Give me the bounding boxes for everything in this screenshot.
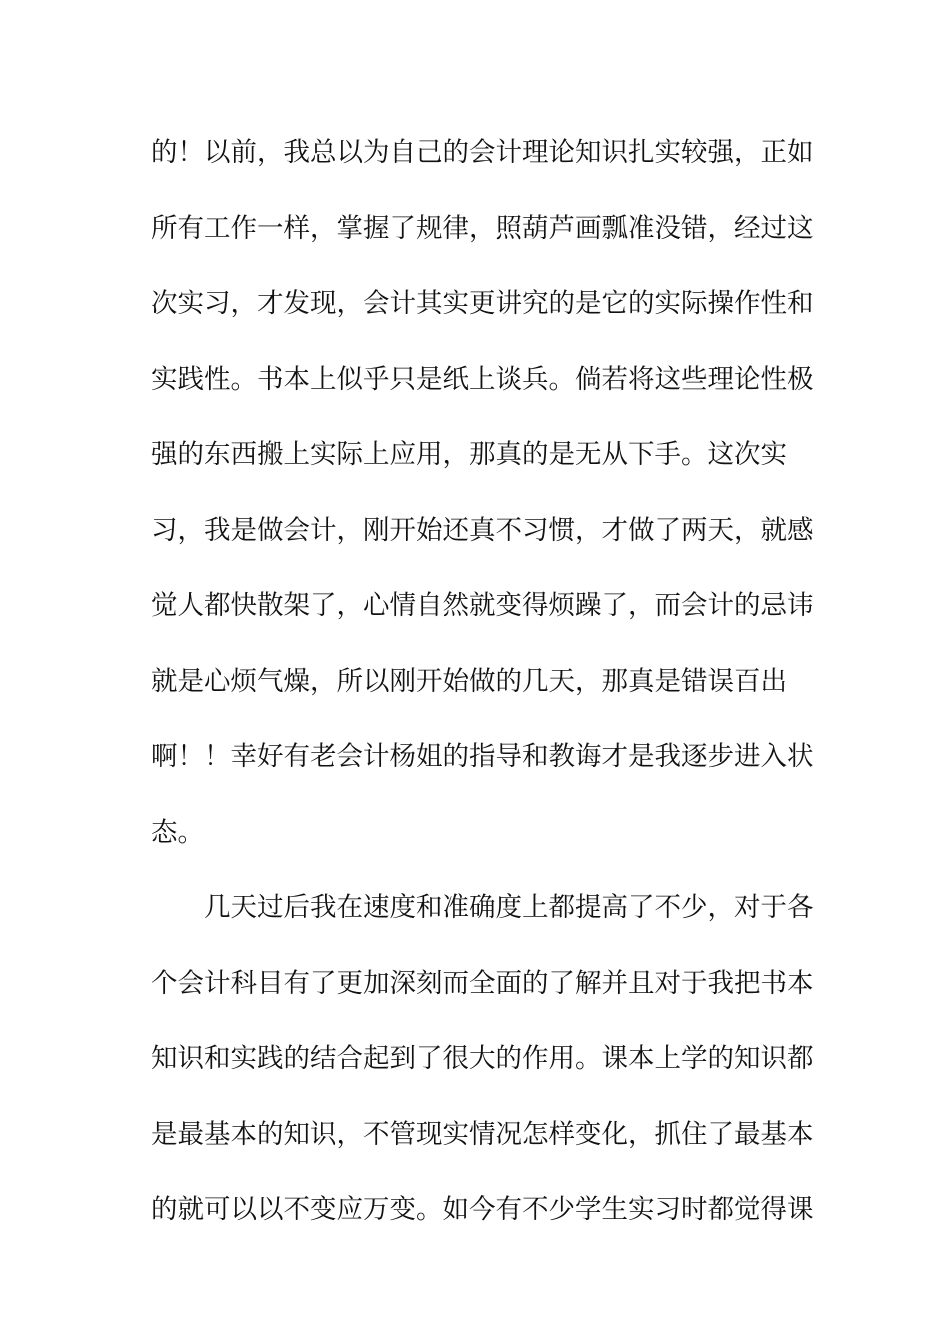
text-line: 个会计科目有了更加深刻而全面的了解并且对于我把书本 [151,967,814,999]
text-line: 态。 [151,816,204,848]
text-line: 就是心烦气燥，所以刚开始做的几天，那真是错误百出 [151,665,787,697]
text-line: 的！以前，我总以为自己的会计理论知识扎实较强，正如 [151,137,814,168]
text-line: 习，我是做会计，刚开始还真不习惯，才做了两天，就感 [151,514,814,546]
text-line: 觉人都快散架了，心情自然就变得烦躁了，而会计的忌讳 [151,590,814,621]
text-line: 次实习，才发现，会计其实更讲究的是它的实际操作性和 [151,288,814,319]
text-line: 的就可以以不变应万变。如今有不少学生实习时都觉得课 [151,1194,814,1225]
text-line: 知识和实践的结合起到了很大的作用。课本上学的知识都 [151,1043,814,1074]
body-text [151,128,814,1261]
text-line: 是最基本的知识，不管现实情况怎样变化，抓住了最基本 [151,1118,814,1150]
text-line: 啊！！幸好有老会计杨姐的指导和教诲才是我逐步进入状 [151,741,814,772]
text-line: 所有工作一样，掌握了规律，照葫芦画瓢准没错，经过这 [151,212,814,244]
text-line: 强的东西搬上实际上应用，那真的是无从下手。这次实 [151,439,787,470]
text-line: 实践性。书本上似乎只是纸上谈兵。倘若将这些理论性极 [151,363,814,395]
paragraph-first-line: 几天过后我在速度和准确度上都提高了不少，对于各 [204,892,814,923]
